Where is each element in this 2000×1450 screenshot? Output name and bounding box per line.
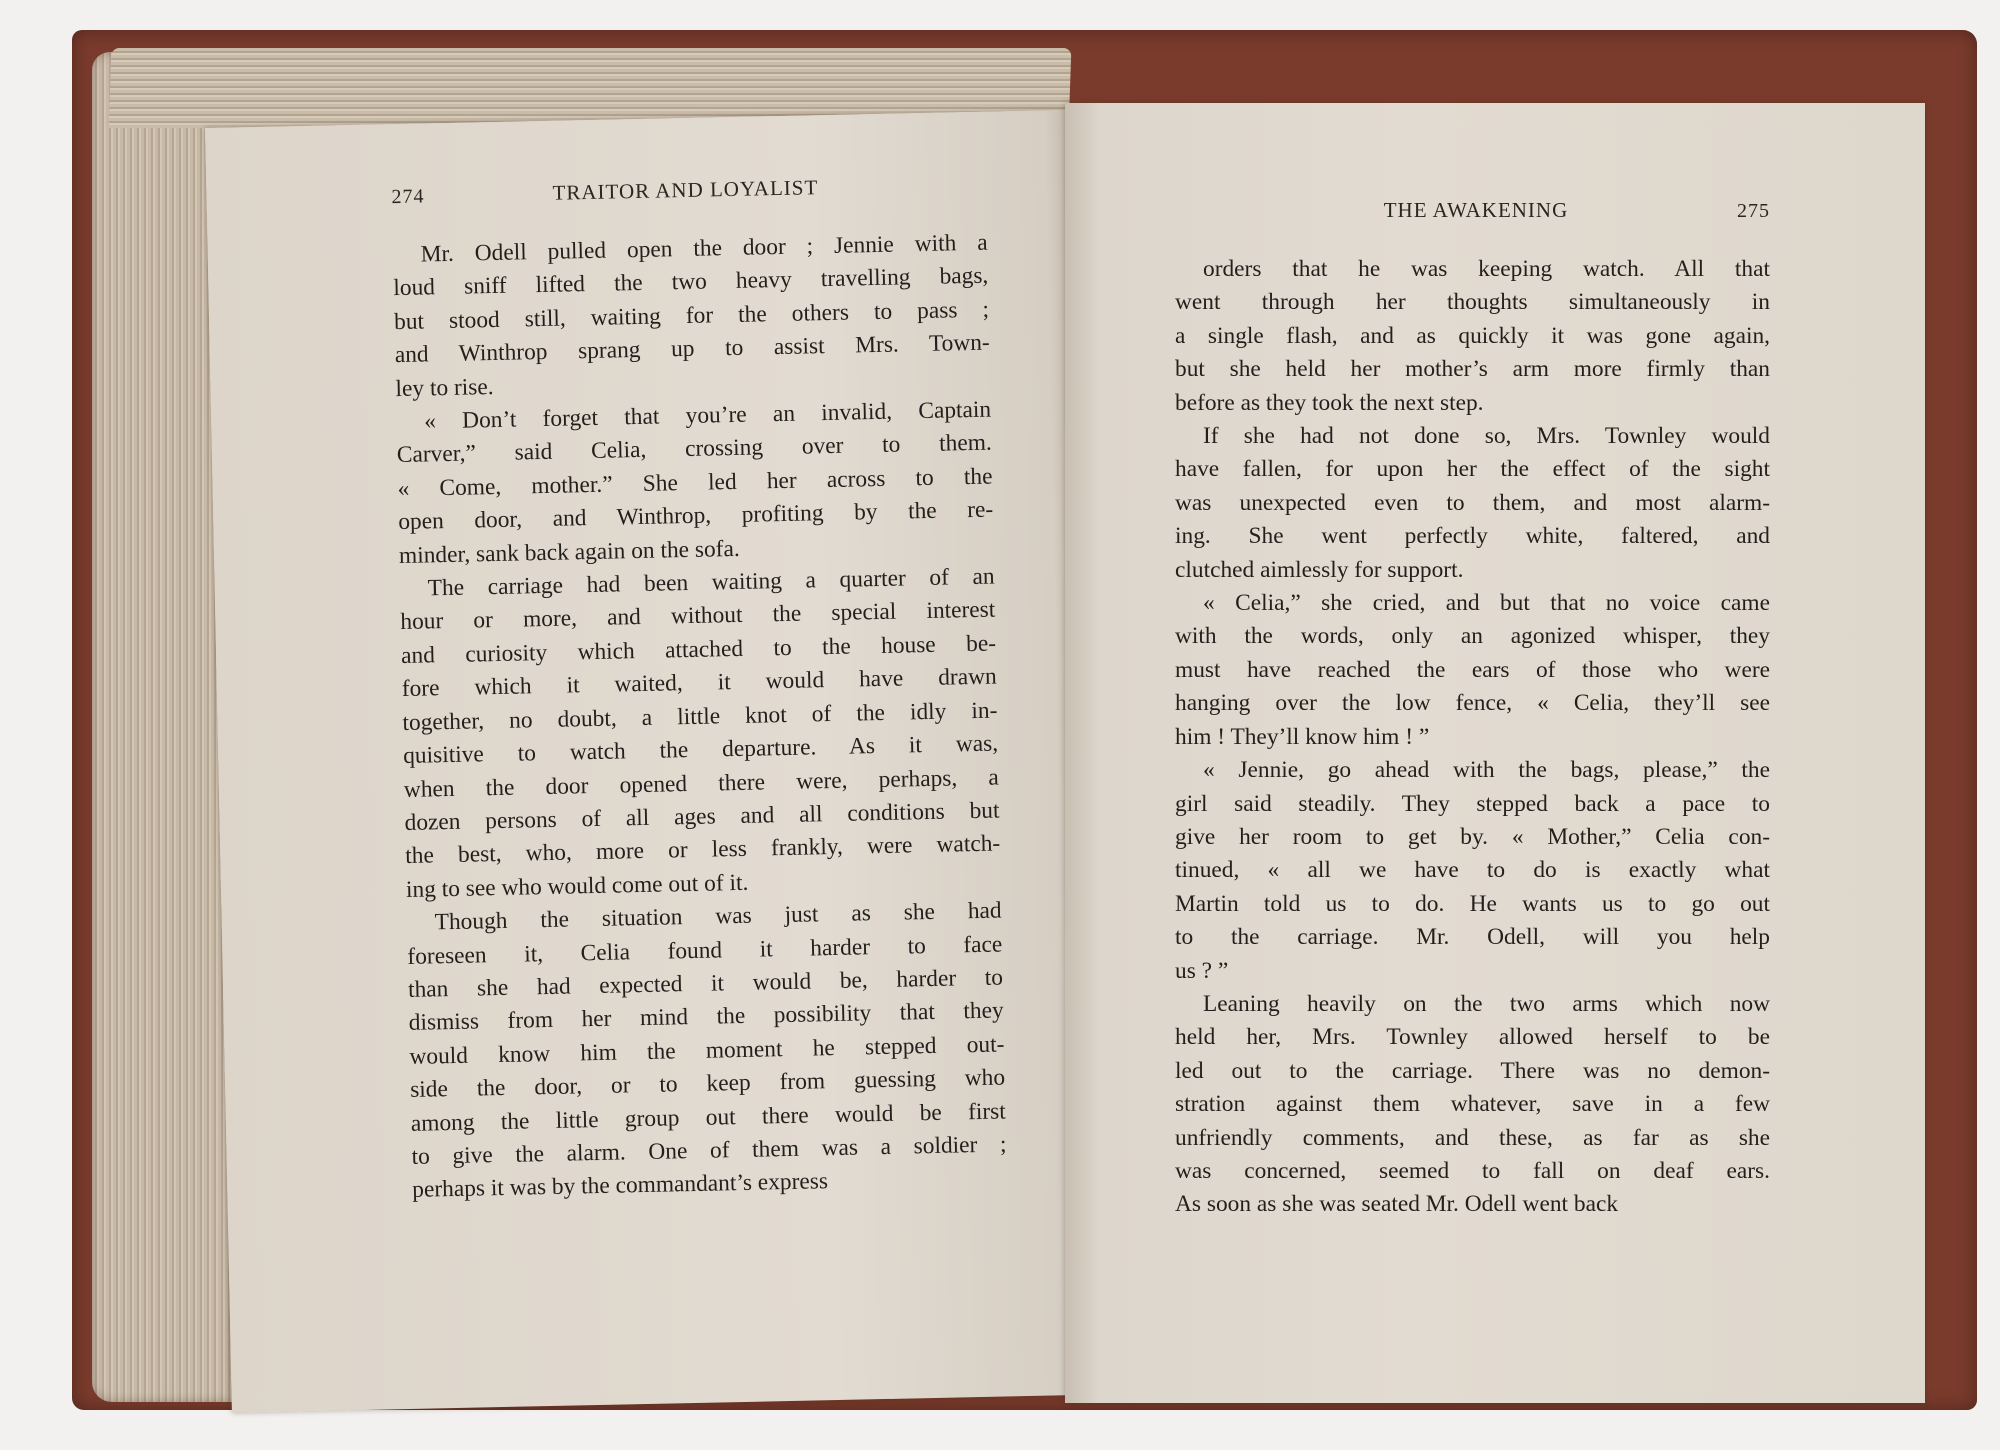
text-line: hour or more, and without the special interest (400, 597, 996, 636)
left-running-head: TRAITOR AND LOYALIST (552, 175, 819, 205)
text-line: foreseen it, Celia found it harder to face (407, 931, 1003, 970)
text-line: before as they took the next step. (1175, 389, 1484, 416)
text-line: open door, and Winthrop, profiting by the re- (398, 496, 994, 536)
text-line: him ! They’ll know him ! ” (1175, 723, 1430, 750)
left-page-text-block (391, 172, 1007, 1208)
paragraph (392, 227, 990, 406)
text-line: Leaning heavily on the two arms which now (1203, 990, 1770, 1017)
paragraph (1175, 420, 1770, 587)
text-line: side the door, or to keep from guessing who (409, 1064, 1006, 1104)
text-line: was unexpected even to them, and most alarm- (1175, 489, 1770, 516)
paragraph (406, 895, 1007, 1208)
text-line: dismiss from her mind the possibility that they (408, 997, 1004, 1037)
text-line: but stood still, waiting for the others to pass ; (393, 296, 990, 335)
text-line: when the door opened there were, perhaps, a (403, 764, 1000, 803)
text-line: have fallen, for upon her the effect of the sight (1175, 456, 1770, 483)
left-page-number: 274 (391, 185, 425, 209)
text-line: us ? ” (1175, 957, 1229, 984)
text-line: As soon as she was seated Mr. Odell went back (1175, 1191, 1619, 1218)
paragraph (399, 561, 1001, 907)
text-line: give her room to get by. « Mother,” Celia con- (1175, 823, 1770, 850)
right-page-text-block (1175, 198, 1770, 1222)
text-line: ing to see who would come out of it. (405, 869, 749, 903)
text-line: « Don’t forget that you’re an invalid, Captain (423, 396, 992, 435)
text-line: held her, Mrs. Townley allowed herself to be (1175, 1024, 1770, 1051)
paragraph (1175, 988, 1770, 1222)
text-line: fore which it waited, it would have drawn (401, 663, 997, 703)
text-line: Martin told us to do. He wants us to go out (1175, 890, 1770, 917)
left-page-header (391, 172, 986, 209)
text-line: « Celia,” she cried, and but that no voice came (1203, 590, 1770, 617)
right-page-number: 275 (1736, 200, 1770, 222)
text-line: among the little group out there would be first (410, 1098, 1007, 1137)
text-line: If she had not done so, Mrs. Townley would (1203, 423, 1770, 450)
right-page-body (1175, 253, 1770, 1222)
text-line: than she had expected it would be, harder to (407, 964, 1004, 1003)
paragraph (1175, 253, 1770, 420)
left-page-body (392, 227, 1007, 1208)
text-line: quisitive to watch the departure. As it was, (402, 730, 999, 770)
text-line: must have reached the ears of those who were (1175, 656, 1770, 683)
text-line: with the words, only an agonized whisper, they (1175, 623, 1770, 650)
text-line: « Come, mother.” She led her across to the (397, 463, 993, 502)
text-line: to give the alarm. One of them was a soldier ; (411, 1131, 1007, 1170)
text-line: Carver,” said Celia, crossing over to them. (396, 430, 993, 469)
text-line: to the carriage. Mr. Odell, will you help (1175, 924, 1770, 951)
text-line: clutched aimlessly for support. (1175, 556, 1464, 583)
text-line: and Winthrop sprang up to assist Mrs. Town- (394, 329, 990, 369)
text-line: the best, who, more or less frankly, were watch- (405, 830, 1001, 870)
text-line: ley to rise. (395, 373, 494, 402)
text-line: perhaps it was by the commandant’s express (412, 1168, 829, 1204)
text-line: « Jennie, go ahead with the bags, please,” the (1203, 757, 1770, 784)
paragraph (1175, 754, 1770, 988)
paragraph (396, 394, 994, 573)
left-page (205, 110, 1097, 1413)
text-line: stration against them whatever, save in a few (1175, 1091, 1770, 1118)
text-line: The carriage had been waiting a quarter of an (427, 563, 995, 602)
text-line: minder, sank back again on the sofa. (398, 535, 740, 569)
text-line: tinued, « all we have to do is exactly what (1175, 857, 1770, 884)
right-running-head: THE AWAKENING (1383, 198, 1569, 222)
text-line: orders that he was keeping watch. All that (1203, 256, 1770, 282)
text-line: ing. She went perfectly white, faltered, and (1175, 523, 1770, 550)
text-line: girl said steadily. They stepped back a pace to (1175, 790, 1770, 817)
text-line: would know him the moment he stepped out- (409, 1031, 1005, 1070)
right-page-header (1175, 198, 1770, 223)
text-line: hanging over the low fence, « Celia, they’ll see (1175, 690, 1770, 717)
text-line: was concerned, seemed to fall on deaf ears. (1175, 1157, 1770, 1184)
text-line: Though the situation was just as she had (434, 897, 1002, 936)
paragraph (1175, 587, 1770, 754)
text-line: went through her thoughts simultaneously in (1175, 289, 1770, 316)
text-line: dozen persons of all ages and all conditions but (404, 797, 1000, 836)
text-line: but she held her mother’s arm more firmly than (1175, 356, 1770, 383)
text-line: loud sniff lifted the two heavy travelling bags, (393, 263, 989, 302)
text-line: and curiosity which attached to the house be- (400, 630, 997, 669)
text-line: a single flash, and as quickly it was gone again, (1175, 322, 1770, 349)
text-line: led out to the carriage. There was no demon- (1175, 1057, 1770, 1084)
text-line: together, no doubt, a little knot of the idly in- (402, 697, 998, 736)
text-line: unfriendly comments, and these, as far as she (1175, 1124, 1770, 1151)
text-line: Mr. Odell pulled open the door ; Jennie with a (420, 229, 988, 268)
right-page (1065, 103, 1925, 1403)
